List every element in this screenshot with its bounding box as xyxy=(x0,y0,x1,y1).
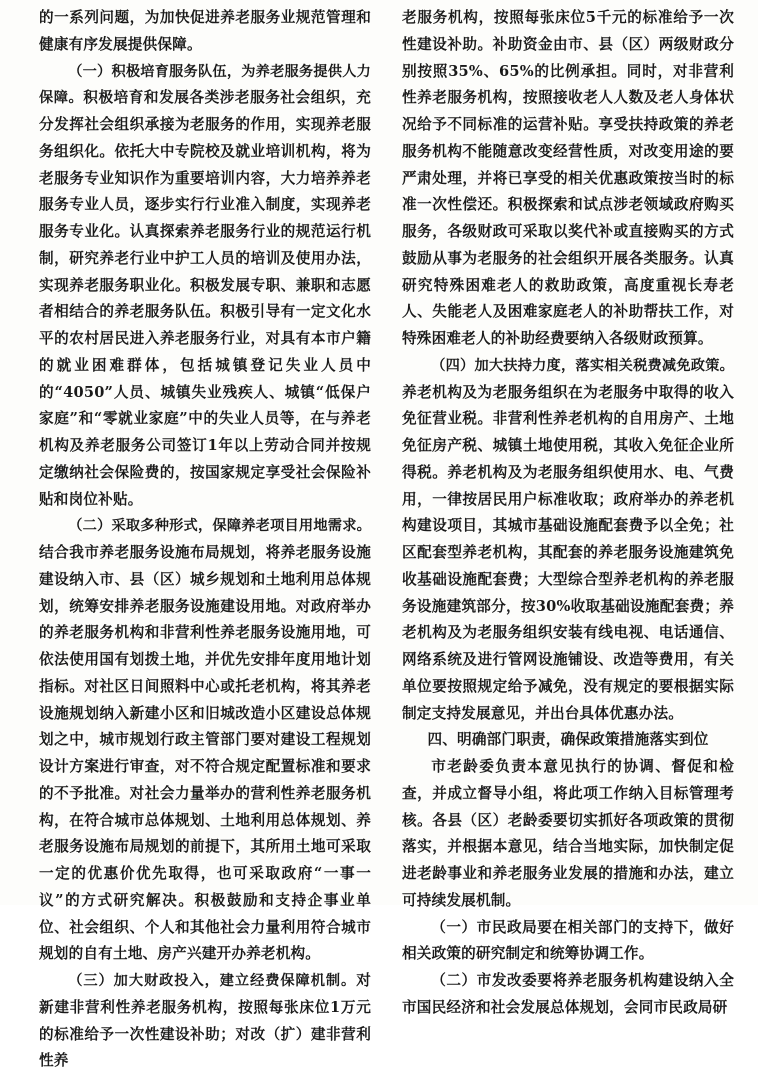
paragraph-aging-committee: 市老龄委负责本意见执行的协调、督促和检查，并成立督导小组，将此项工作纳入目标管理考核。各县（区）老龄委要切实抓好各项政策的贯彻落实，并根据本意见，结合当地实际，加快制定促进老龄事业和养老服务业发展的措施和办法，建立可持续发展机制。 xyxy=(402,758,734,909)
subsection-heading-service-team: （一）积极培育服务队伍，为养老服务提供人力保障。 xyxy=(39,63,371,107)
subsection-heading-financial-input: （三）加大财政投入，建立经费保障机制。 xyxy=(68,973,357,989)
paragraph-land-use xyxy=(39,513,371,968)
paragraph-service-team xyxy=(39,59,371,514)
paragraph-financial-input xyxy=(39,968,371,1075)
paragraph-intro-continuation: 的一系列问题，为加快促进养老服务业规范管理和健康有序发展提供保障。 xyxy=(39,9,371,53)
paragraph-tax-relief xyxy=(402,353,734,728)
paragraph-civil-affairs: （一）市民政局要在相关部门的支持下，做好相关政策的研究制定和统筹协调工作。 xyxy=(402,918,734,963)
subsection-heading-tax-relief: （四）加大扶持力度，落实相关税费减免政策。 xyxy=(431,357,734,374)
paragraph-body-tax-relief: 养老机构及为老服务组织在为老服务中取得的收入免征营业税。非营利性养老机构的自用房产、土地免征房产税、城镇土地使用税，其收入免征企业所得税。养老机构及为老服务组织使用水、电、气费用，一律按居民用户标准收取；政府举办的养老机构建设项目，其城市基础设施配套费予以全免；社区配套型养老机构，其配套的养老服务设施建筑免收基础设施配套费；大型综合型养老机构的养老服务设施建筑部分，按30%收取基础设施配套费；养老机构及为老服务组织安装有线电视、电话通信、网络系统及进行管网设施铺设、改造等费用，有关单位要按照规定给予减免，没有规定的要根据实际制定支持发展意见，并出台具体优惠办法。 xyxy=(402,383,734,722)
paragraph-financial-continuation: 老服务机构，按照每张床位5千元的标准给予一次性建设补助。补助资金由市、县（区）两级财政分别按照35%、65%的比例承担。同时，对非营利性养老服务机构，按照接收老人人数及老人身体状况给予不同标准的运营补贴。享受扶持政策的养老服务机构不能随意改变经营性质，对改变用途的要严肃处理，并将已享受的相关优惠政策按当时的标准一次性偿还。积极探索和试点涉老领域政府购买服务，各级财政可采取以奖代补或直接购买的方式鼓励从事为老服务的社会组织开展各类服务。认真研究特殊困难老人的救助政策，高度重视长寿老人、失能老人及困难家庭老人的补助帮扶工作，对特殊困难老人的补助经费要纳入各级财政预算。 xyxy=(402,9,734,347)
subsection-heading-land-use: （二）采取多种形式，保障养老项目用地需求。 xyxy=(68,518,371,535)
paragraph-body-land-use: 结合我市养老服务设施布局规划，将养老服务设施建设纳入市、县（区）城乡规划和土地利用总体规划，统筹安排养老服务设施建设用地。对政府举办的养老服务机构和非营利性养老服务设施用地，可依法使用国有划拨土地，并优先安排年度用地计划指标。对社区日间照料中心或托老机构，将其养老设施规划纳入新建小区和旧城改造小区建设总体规划之中，城市规划行政主管部门要对建设工程规划设计方案进行审查，对不符合规定配置标准和要求的不予批准。对社会力量举办的营利性养老服务机构，在符合城市总体规划、土地利用总体规划、养老服务设施布局规划的前提下，其所用土地可采取一定的优惠价优先取得，也可采取政府“一事一议”的方式研究解决。积极鼓励和支持企事业单位、社会组织、个人和其他社会力量利用符合城市规划的自有土地、房产兴建开办养老机构。 xyxy=(39,544,371,963)
paragraph-development-reform: （二）市发改委要将养老服务机构建设纳入全市国民经济和社会发展总体规划，会同市民政局研 xyxy=(402,972,734,1016)
section-heading-responsibilities: 四、明确部门职责，确保政策措施落实到位 xyxy=(427,731,709,749)
paragraph-body-service-team: 积极培育和发展各类涉老服务社会组织，充分发挥社会组织承接为老服务的作用，实现养老服务组织化。依托大中专院校及就业培训机构，将为老服务专业知识作为重要培训内容，大力培养养老服务专业人员，逐步实行行业准入制度，实现养老服务专业化。认真探索养老服务行业的规范运行机制，研究养老行业中护工人员的培训及使用办法，实现养老服务职业化。积极发展专职、兼职和志愿者相结合的养老服务队伍。积极引导有一定文化水平的农村居民进入养老服务行业，对具有本市户籍的就业困难群体，包括城镇登记失业人员中的“4050”人员、城镇失业残疾人、城镇“低保户家庭”和“零就业家庭”中的失业人员等，在与养老机构及养老服务公司签订1年以上劳动合同并按规定缴纳社会保险费的，按国家规定享受社会保险补贴和岗位补贴。 xyxy=(39,89,371,508)
left-column xyxy=(39,5,371,1075)
right-column xyxy=(402,5,734,1022)
paragraph-body-financial-input: 对新建非营利性养老服务机构，按照每张床位1万元的标准给予一次性建设补助；对改（扩）建非营利性养 xyxy=(39,972,371,1070)
